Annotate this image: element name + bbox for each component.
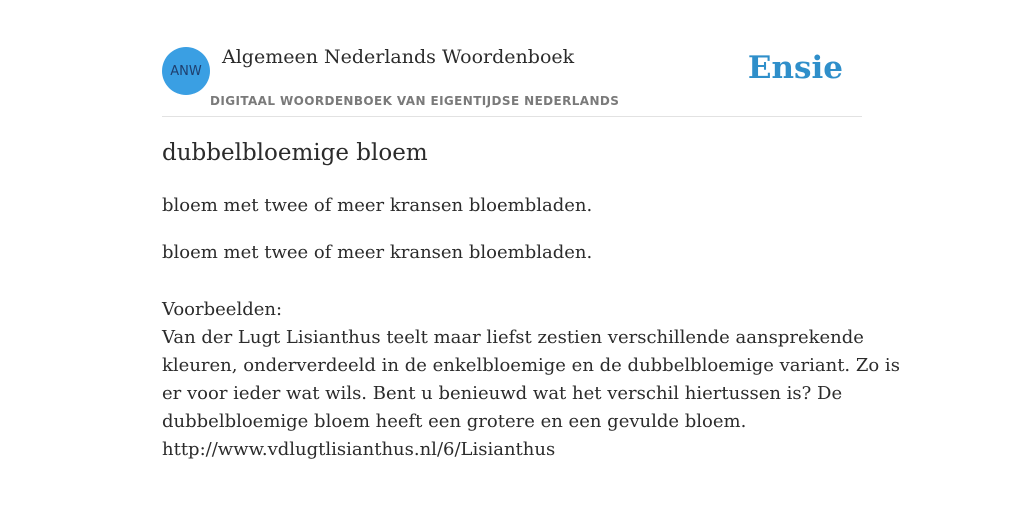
examples-label: Voorbeelden:	[162, 299, 283, 320]
definition-2: bloem met twee of meer kransen bloembladen.	[162, 242, 593, 263]
logo-text: ANW	[170, 63, 202, 79]
page-container	[162, 0, 900, 460]
example-source-line: http://www.vdlugtlisianthus.nl/6/Lisianthus	[162, 439, 556, 460]
example-line: er voor ieder wat wils. Bent u benieuwd wat het verschil hiertussen is? De	[162, 383, 843, 404]
definition-1: bloem met twee of meer kransen bloembladen.	[162, 195, 593, 216]
anw-logo[interactable]	[162, 47, 210, 95]
example-line: dubbelbloemige bloem heeft een grotere en een gevulde bloem.	[162, 411, 747, 432]
example-line: Van der Lugt Lisianthus teelt maar liefst zestien verschillende aansprekende	[162, 327, 864, 348]
entry-title: dubbelbloemige bloem	[162, 140, 428, 166]
examples-block	[162, 296, 900, 464]
ensie-brand-logo[interactable]: Ensie	[747, 50, 843, 86]
site-title[interactable]: Algemeen Nederlands Woordenboek	[222, 46, 575, 68]
site-header	[162, 0, 862, 117]
example-line: kleuren, onderverdeeld in de enkelbloemige en de dubbelbloemige variant. Zo is	[162, 355, 900, 376]
site-subtitle: DIGITAAL WOORDENBOEK VAN EIGENTIJDSE NEDERLANDS	[210, 94, 620, 108]
